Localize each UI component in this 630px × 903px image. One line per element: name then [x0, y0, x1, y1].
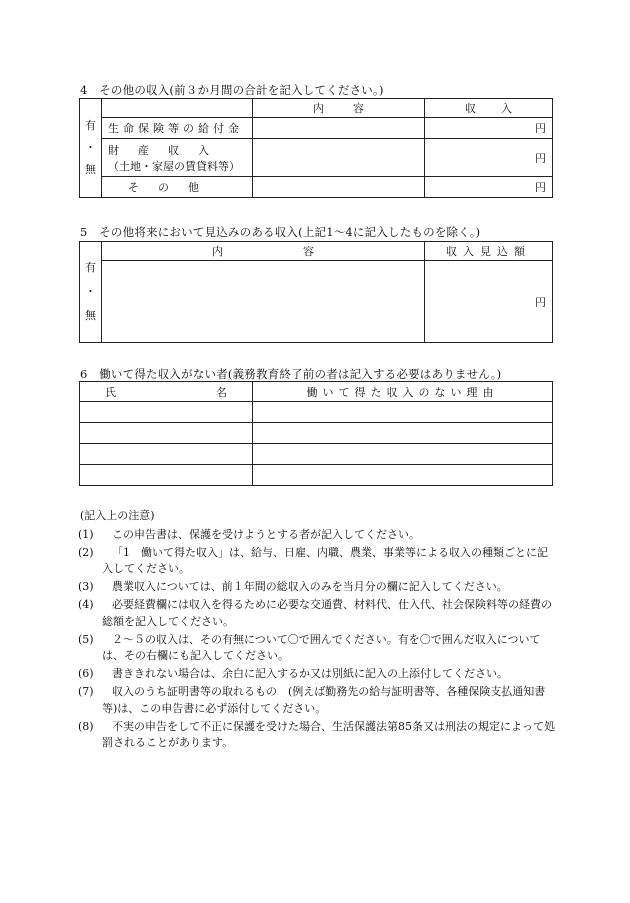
umu-yes[interactable]: 有 — [85, 119, 96, 132]
umu-no[interactable]: 無 — [85, 309, 96, 322]
note-item: (5) ２〜５の収入は、その有無について〇で囲んでください。有を〇で囲んだ収入については、その右欄にも記入してください。 — [78, 632, 541, 662]
section-6-title: 6 働いて得た収入がない者(義務教育終了前の者は記入する必要はありません。) — [80, 367, 502, 381]
row-property-amount[interactable]: 円 — [425, 139, 553, 177]
row-other-amount[interactable]: 円 — [425, 177, 553, 198]
section-4-title: 4 その他の収入(前３か月間の合計を記入してください。) — [80, 83, 384, 97]
name-cell[interactable] — [80, 423, 253, 444]
row-insurance-label: 生命保険等の給付金 — [102, 118, 253, 139]
note-item: (4) 必要経費欄には収入を得るために必要な交通費、材料代、仕入代、社会保険料等の経費の総額を記入してください。 — [78, 598, 552, 628]
row-insurance-content[interactable] — [253, 118, 425, 139]
note-item: (7) 収入のうち証明書等の取れるもの (例えば勤務先の給与証明書等、各種保険支払通知書等)は、この申告書に必ず添付してください。 — [78, 685, 546, 715]
note-item: (6) 書ききれない場合は、余白に記入するか又は別紙に記入の上添付してください。 — [78, 667, 508, 680]
umu-yes[interactable]: 有 — [85, 261, 96, 274]
header-blank — [102, 99, 253, 118]
row-other-content[interactable] — [253, 177, 425, 198]
note-item: (3) 農業収入については、前１年間の総収入のみを当月分の欄に記入してください。 — [78, 580, 508, 593]
note-item: (1) この申告書は、保護を受けようとする者が記入してください。 — [78, 527, 420, 541]
expected-amount[interactable]: 円 — [425, 261, 553, 343]
row-property-content[interactable] — [253, 139, 425, 177]
umu-dot: ・ — [85, 141, 96, 154]
header-content: 内 容 — [253, 99, 425, 118]
table-row — [80, 465, 553, 486]
name-cell[interactable] — [80, 465, 253, 486]
table-row — [80, 423, 553, 444]
header-content: 内 容 — [102, 242, 425, 261]
header-reason: 働いて得た収入のない理由 — [253, 382, 553, 402]
note-item: (8) 不実の申告をして不正に保護を受けた場合、生活保護法第85条又は刑法の規定によって処罰されることがあります。 — [78, 719, 555, 749]
header-expected: 収入見込額 — [425, 242, 553, 261]
note-item: (2) 「1 働いて得た収入」は、給与、日雇、内職、農業、事業等による収入の種類ごとに記入してください。 — [78, 545, 548, 575]
name-cell[interactable] — [80, 444, 253, 465]
table-row — [80, 444, 553, 465]
section-5-title: 5 その他将来において見込みのある収入(上記1〜4に記入したものを除く。) — [80, 225, 481, 239]
notes-title: (記入上の注意) — [80, 509, 155, 522]
umu-selector[interactable] — [80, 99, 102, 198]
reason-cell[interactable] — [253, 423, 553, 444]
reason-cell[interactable] — [253, 402, 553, 423]
reason-cell[interactable] — [253, 465, 553, 486]
reason-cell[interactable] — [253, 444, 553, 465]
no-income-table — [79, 381, 553, 486]
header-income: 収 入 — [425, 99, 553, 118]
umu-selector-5[interactable] — [80, 242, 102, 343]
expected-content[interactable] — [102, 261, 425, 343]
row-property-label: 財 産 収 入 （土地・家屋の賃貸料等） — [102, 139, 253, 177]
other-income-table — [79, 98, 553, 198]
row-insurance-amount[interactable]: 円 — [425, 118, 553, 139]
umu-no[interactable]: 無 — [85, 163, 96, 176]
expected-income-table — [79, 241, 553, 343]
notes-section — [80, 508, 555, 753]
row-other-label: そ の 他 — [102, 177, 253, 198]
table-row — [80, 402, 553, 423]
umu-dot: ・ — [85, 285, 96, 298]
name-cell[interactable] — [80, 402, 253, 423]
header-name: 氏 名 — [80, 382, 253, 402]
